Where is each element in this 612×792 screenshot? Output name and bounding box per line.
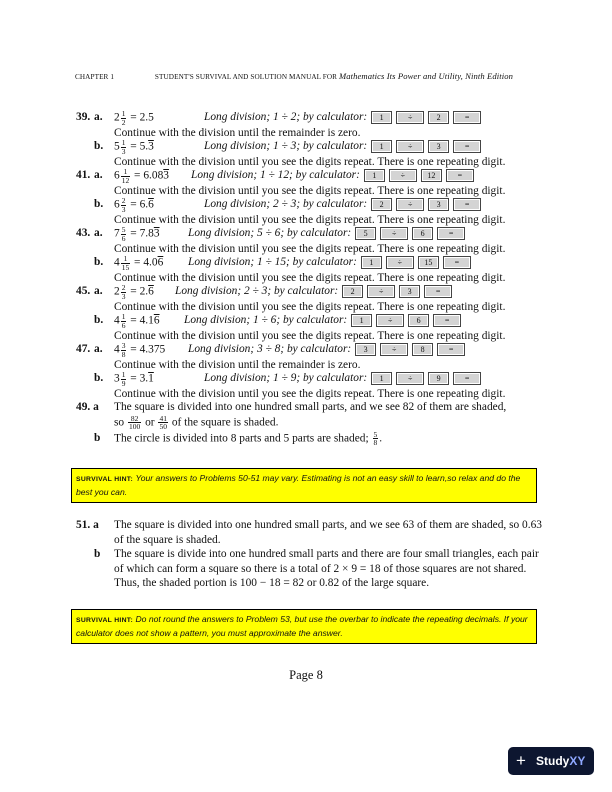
repeating-digit: 6 bbox=[148, 285, 154, 298]
problem-part: b. bbox=[94, 140, 104, 152]
calculator-key: 9 bbox=[428, 372, 449, 385]
calculator-keys bbox=[364, 168, 478, 183]
survival-hint-2 bbox=[71, 609, 537, 644]
calculator-key: ÷ bbox=[380, 343, 408, 356]
calculator-key: 2 bbox=[428, 111, 449, 124]
problem-list bbox=[76, 110, 546, 400]
calculator-key: 1 bbox=[371, 140, 392, 153]
mixed-number: 7 $\frac{5}{6}$ = 7.83 bbox=[114, 225, 160, 243]
problem-part: a. bbox=[94, 227, 103, 239]
chapter-label: CHAPTER 1 bbox=[75, 73, 115, 81]
continue-text: Continue with the division until you see the digits repeat. There is one repeating digit. bbox=[114, 387, 506, 400]
continue-text: Continue with the division until you see the digits repeat. There is one repeating digit. bbox=[114, 213, 506, 226]
continue-text: Continue with the division until you see the digits repeat. There is one repeating digit. bbox=[114, 184, 506, 197]
continue-text: Continue with the division until the remainder is zero. bbox=[114, 358, 361, 371]
calculator-key: = bbox=[446, 169, 474, 182]
calculator-key: ÷ bbox=[396, 198, 424, 211]
repeating-digit: 3 bbox=[148, 140, 154, 153]
studyxy-logo[interactable] bbox=[508, 747, 594, 775]
mixed-number: 2 $\frac{2}{3}$ = 2.6 bbox=[114, 283, 154, 301]
problem-number: 51. a bbox=[76, 519, 99, 531]
problem-part: a. bbox=[94, 285, 103, 297]
calculator-key: ÷ bbox=[396, 140, 424, 153]
mixed-number: 4 $\frac{1}{15}$ = 4.06 bbox=[114, 254, 164, 272]
calculator-key: = bbox=[437, 227, 465, 240]
repeating-digit: 3 bbox=[163, 169, 169, 182]
continue-text: Continue with the division until you see the digits repeat. There is one repeating digit. bbox=[114, 155, 506, 168]
long-division-text: Long division; 1 ÷ 9; by calculator: 1 ÷ 9 = bbox=[204, 371, 485, 386]
calculator-key: 8 bbox=[412, 343, 433, 356]
calculator-key: = bbox=[443, 256, 471, 269]
mixed-number: 4 $\frac{3}{8}$ = 4.375 bbox=[114, 341, 166, 359]
logo-accent: XY bbox=[569, 754, 586, 768]
long-division-text: Long division; 1 ÷ 12; by calculator: 1 ÷ 12 = bbox=[191, 168, 478, 183]
problem-row bbox=[76, 371, 546, 387]
calculator-key: 12 bbox=[421, 169, 442, 182]
calculator-key: 15 bbox=[418, 256, 439, 269]
calculator-key: 5 bbox=[355, 227, 376, 240]
repeating-digit: 6 bbox=[157, 256, 164, 269]
mixed-number: 5 $\frac{1}{3}$ = 5.3 bbox=[114, 138, 154, 156]
calculator-key: 6 bbox=[412, 227, 433, 240]
manual-title: STUDENT'S SURVIVAL AND SOLUTION MANUAL FOR bbox=[154, 73, 338, 81]
calculator-keys bbox=[371, 110, 485, 125]
mixed-number: 2 $\frac{1}{2}$ = 2.5 bbox=[114, 109, 154, 127]
continue-text: Continue with the division until you see the digits repeat. There is one repeating digit. bbox=[114, 242, 506, 255]
problem-part: a. bbox=[94, 169, 103, 181]
continue-text: Continue with the division until you see the digits repeat. There is one repeating digit. bbox=[114, 329, 506, 342]
problem-part: a. bbox=[94, 343, 103, 355]
problem-49a-result: so $\frac{82}{100}$ or $\frac{41}{50}$ of the square is shaded. bbox=[114, 413, 279, 431]
long-division-text: Long division; 5 ÷ 6; by calculator: 5 ÷ 6 = bbox=[188, 226, 469, 241]
long-division-text: Long division; 1 ÷ 6; by calculator: 1 ÷ 6 = bbox=[184, 313, 465, 328]
calculator-key: ÷ bbox=[396, 111, 424, 124]
page-number: Page 8 bbox=[289, 668, 323, 682]
problem-row bbox=[76, 255, 546, 271]
calculator-key: 1 bbox=[371, 372, 392, 385]
problem-51a-text: The square is divided into one hundred small parts, and we see 63 of them are shaded, so 0.63 of the square is shaded. bbox=[114, 519, 542, 546]
calculator-keys bbox=[342, 284, 456, 299]
book-title: Mathematics Its Power and Utility, Ninth Edition bbox=[338, 71, 514, 81]
calculator-key: 2 bbox=[371, 198, 392, 211]
calculator-key: 3 bbox=[428, 140, 449, 153]
long-division-text: Long division; 1 ÷ 2; by calculator: 1 ÷ 2 = bbox=[204, 110, 485, 125]
mixed-number: 6 $\frac{1}{12}$ = 6.083 bbox=[114, 167, 169, 185]
calculator-key: 6 bbox=[408, 314, 429, 327]
calculator-key: = bbox=[437, 343, 465, 356]
calculator-key: ÷ bbox=[367, 285, 395, 298]
hint-text: Your answers to Problems 50-51 may vary. Estimating is not an easy skill to learn,so relax and do the best you can. bbox=[76, 473, 521, 497]
problem-row bbox=[76, 197, 546, 213]
problem-number: 41. bbox=[76, 169, 91, 181]
problem-part: b. bbox=[94, 198, 104, 210]
problem-number: 49. a bbox=[76, 401, 99, 413]
calculator-key: 3 bbox=[428, 198, 449, 211]
hint-label: SURVIVAL HINT: bbox=[76, 476, 134, 483]
problem-row bbox=[76, 313, 546, 329]
long-division-text: Long division; 2 ÷ 3; by calculator: 2 ÷ 3 = bbox=[204, 197, 485, 212]
calculator-keys bbox=[371, 371, 485, 386]
calculator-key: = bbox=[453, 111, 481, 124]
mixed-number: 3 $\frac{1}{9}$ = 3.1 bbox=[114, 370, 154, 388]
problem-part: b. bbox=[94, 314, 104, 326]
calculator-key: 1 bbox=[364, 169, 385, 182]
continue-text: Continue with the division until you see the digits repeat. There is one repeating digit. bbox=[114, 271, 506, 284]
calculator-keys bbox=[355, 226, 469, 241]
problem-row bbox=[76, 284, 546, 300]
long-division-text: Long division; 2 ÷ 3; by calculator: 2 ÷ 3 = bbox=[175, 284, 456, 299]
continue-text: Continue with the division until the remainder is zero. bbox=[114, 126, 361, 139]
calculator-key: 2 bbox=[342, 285, 363, 298]
mixed-number: 6 $\frac{2}{3}$ = 6.6 bbox=[114, 196, 154, 214]
problem-row bbox=[76, 342, 546, 358]
long-division-text: Long division; 1 ÷ 15; by calculator: 1 ÷ 15 = bbox=[188, 255, 475, 270]
continue-text: Continue with the division until you see the digits repeat. There is one repeating digit. bbox=[114, 300, 506, 313]
calculator-key: ÷ bbox=[386, 256, 414, 269]
calculator-key: = bbox=[453, 140, 481, 153]
problem-number: 39. bbox=[76, 111, 91, 123]
problem-part: b. bbox=[94, 372, 104, 384]
calculator-key: ÷ bbox=[389, 169, 417, 182]
repeating-digit: 6 bbox=[153, 314, 160, 327]
calculator-key: = bbox=[424, 285, 452, 298]
calculator-key: ÷ bbox=[396, 372, 424, 385]
calculator-keys bbox=[371, 197, 485, 212]
calculator-key: 1 bbox=[351, 314, 372, 327]
calculator-key: 1 bbox=[361, 256, 382, 269]
hint-label: SURVIVAL HINT: bbox=[76, 617, 134, 624]
problem-number: 43. bbox=[76, 227, 91, 239]
problem-row bbox=[76, 139, 546, 155]
long-division-text: Long division; 3 ÷ 8; by calculator: 3 ÷ 8 = bbox=[188, 342, 469, 357]
calculator-key: 3 bbox=[355, 343, 376, 356]
repeating-digit: 1 bbox=[148, 372, 154, 385]
calculator-key: = bbox=[453, 198, 481, 211]
problem-51b-text: The square is divide into one hundred small parts and there are four small triangles, each pair of which can form a square so there is a total of 2 × 9 = 18 of those squares are not shared. Thus, the shaded portion is 100 − 18 = 82 or 0.82 of the large square. bbox=[114, 548, 539, 589]
problem-49b-text: The circle is divided into 8 parts and 5 parts are shaded; $\frac{5}{8}$ . bbox=[114, 429, 383, 447]
repeating-digit: 6 bbox=[148, 198, 154, 211]
calculator-keys bbox=[355, 342, 469, 357]
problem-number: 47. bbox=[76, 343, 91, 355]
plus-icon: + bbox=[516, 751, 526, 770]
problem-row bbox=[76, 110, 546, 126]
mixed-number: 4 $\frac{1}{6}$ = 4.16 bbox=[114, 312, 160, 330]
calculator-key: = bbox=[453, 372, 481, 385]
problem-51: 51. a The square is divided into one hundred small parts, and we see 63 of them are shaded, so 0.63 of the square is shaded. b The square is divide into one hundred small parts and there are four small triangles, each pair of which can form a square so there is a total of 2 × 9 = 18 of those squares are not shared. Thus, the shaded portion is 100 − 18 = 82 or 0.82 of the large square. bbox=[76, 519, 542, 589]
logo-brand: Study bbox=[536, 754, 570, 768]
calculator-key: 3 bbox=[399, 285, 420, 298]
problem-number: 45. bbox=[76, 285, 91, 297]
repeating-digit: 3 bbox=[153, 227, 160, 240]
calculator-keys bbox=[371, 139, 485, 154]
calculator-keys bbox=[361, 255, 475, 270]
long-division-text: Long division; 1 ÷ 3; by calculator: 1 ÷ 3 = bbox=[204, 139, 485, 154]
calculator-key: 1 bbox=[371, 111, 392, 124]
problem-row bbox=[76, 226, 546, 242]
problem-part: a. bbox=[94, 111, 103, 123]
survival-hint-1 bbox=[71, 468, 537, 503]
hint-text: Do not round the answers to Problem 53, but use the overbar to indicate the repeating decimals. If your calculator does not show a pattern, you must approximate the answer. bbox=[76, 614, 528, 638]
problem-part: b. bbox=[94, 256, 104, 268]
page-header bbox=[75, 71, 513, 81]
calculator-key: = bbox=[433, 314, 461, 327]
calculator-key: ÷ bbox=[380, 227, 408, 240]
calculator-keys bbox=[351, 313, 465, 328]
problem-row bbox=[76, 168, 546, 184]
calculator-key: ÷ bbox=[376, 314, 404, 327]
problem-49a-text: The square is divided into one hundred small parts, and we see 82 of them are shaded, bbox=[114, 401, 507, 413]
problem-49: 49. a The square is divided into one hundred small parts, and we see 82 of them are shaded, so $\frac{82}{100}$ or $\frac{41}{50}$ of the square is shaded. b The circle is divided into 8 parts and 5 parts are shaded; $\frac{5}{8}$ . bbox=[76, 401, 507, 447]
